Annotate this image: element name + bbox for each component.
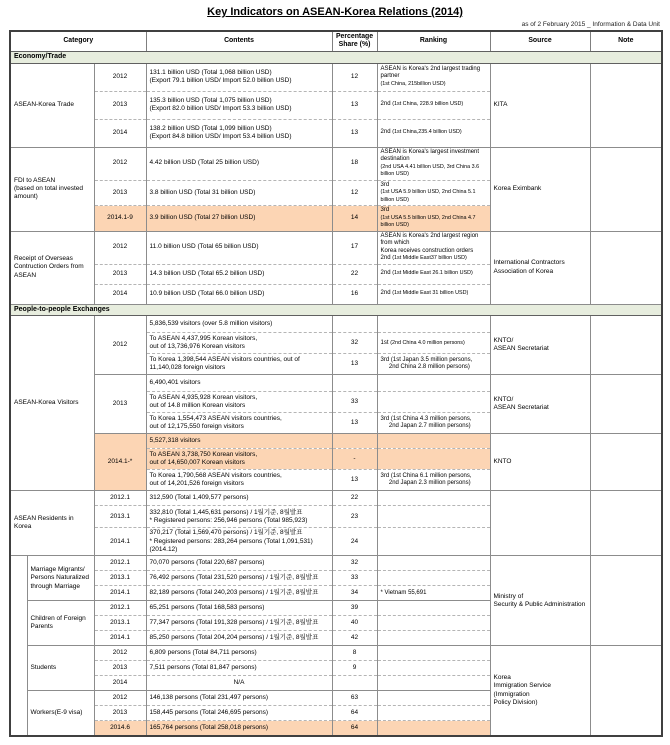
cell-content: 370,217 (Total 1,569,470 persons) / 1월기준, 8월발표 * Registered persons: 283,264 persons (Total 1,091,531) (2014.12) — [146, 528, 332, 556]
cell-note — [590, 556, 662, 646]
cell-note — [590, 147, 662, 231]
cell-rank: 3rd (1st USA 5.5 billion USD, 2nd China 4.7 billion USD) — [377, 206, 490, 232]
cell-rank — [377, 721, 490, 736]
table-row — [10, 63, 662, 91]
cell-rank: 1st (2nd China 4.0 million persons) — [377, 333, 490, 354]
cell-content: 11.0 billion USD (Total 65 billion USD) — [146, 231, 332, 264]
cell-rank — [377, 631, 490, 646]
cell-content: 10.9 billion USD (Total 66.0 billion USD) — [146, 284, 332, 304]
cell-pct: 63 — [332, 691, 377, 706]
cell-content: 6,490,401 visitors — [146, 375, 332, 392]
cell-year: 2012.1 — [94, 491, 146, 506]
cell-year: 2012.1 — [94, 556, 146, 571]
cell-rank: ASEAN is Korea's largest investment destination (2nd USA 4.41 billion USD, 3rd China 3.6 billion USD) — [377, 147, 490, 180]
cell-year: 2013.1 — [94, 506, 146, 528]
column-header-ranking: Ranking — [377, 31, 490, 51]
cell-cat: ASEAN Residents in Korea — [10, 491, 94, 556]
cell-sub: Workers(E-9 visa) — [27, 691, 94, 736]
table-row — [10, 491, 662, 506]
cell-content: N/A — [146, 676, 332, 691]
cell-pct: 8 — [332, 646, 377, 661]
cell-sub: Marriage Migrants/ Persons Naturalized through Marriage — [27, 556, 94, 601]
cell-note — [590, 375, 662, 434]
cell-content: 131.1 billion USD (Total 1,068 billion USD) (Export 79.1 billion USD/ Import 52.0 billion USD) — [146, 63, 332, 91]
cell-content: 138.2 billion USD (Total 1,099 billion USD) (Export 84.8 billion USD/ Import 53.4 billion USD) — [146, 119, 332, 147]
cell-rank — [377, 449, 490, 470]
cell-rank: 2nd (1st China, 228.9 billion USD) — [377, 91, 490, 119]
cell-year: 2014.1 — [94, 528, 146, 556]
cell-rank — [377, 506, 490, 528]
cell-rank: 3rd (1st USA 5.9 billion USD, 2nd China 5.1 billion USD) — [377, 180, 490, 206]
cell-year: 2013 — [94, 180, 146, 206]
cell-pct: 9 — [332, 661, 377, 676]
cell-content: To ASEAN 4,437,995 Korean visitors, out of 13,736,976 Korean visitors — [146, 333, 332, 354]
cell-rank: 3rd (1st China 6.1 million persons, 2nd Japan 2.3 million persons) — [377, 470, 490, 491]
cell-year: 2012 — [94, 646, 146, 661]
cell-pct: 16 — [332, 284, 377, 304]
cell-content: 135.3 billion USD (Total 1,075 billion USD) (Export 82.0 billion USD/ Import 53.3 billion USD) — [146, 91, 332, 119]
cell-pct: 14 — [332, 206, 377, 232]
cell-year: 2013 — [94, 375, 146, 434]
cell-note — [590, 231, 662, 304]
cell-content: To ASEAN 3,738,750 Korean visitors, out of 14,650,007 Korean visitors — [146, 449, 332, 470]
cell-content: 14.3 billion USD (Total 65.2 billion USD) — [146, 264, 332, 284]
cell-pct: 24 — [332, 528, 377, 556]
cell-pct: 22 — [332, 491, 377, 506]
section-header: Economy/Trade — [10, 51, 662, 63]
cell-pct — [332, 375, 377, 392]
cell-content: 77,347 persons (Total 191,328 persons) / 1월기준, 8월발표 — [146, 616, 332, 631]
cell-rank: 2nd (1st Middle East 31 billion USD) — [377, 284, 490, 304]
cell-year: 2012 — [94, 691, 146, 706]
cell-pct: 32 — [332, 333, 377, 354]
table-row — [10, 375, 662, 392]
section-row — [10, 304, 662, 316]
cell-pct: 32 — [332, 556, 377, 571]
cell-rank — [377, 616, 490, 631]
cell-content: 82,189 persons (Total 240,203 persons) / 1월기준, 8월발표 — [146, 586, 332, 601]
table-row — [10, 231, 662, 264]
cell-pct: 33 — [332, 571, 377, 586]
cell-content: To Korea 1,398,544 ASEAN visitors countries, out of 11,140,028 foreign visitors — [146, 354, 332, 375]
cell-note — [590, 316, 662, 375]
cell-rank — [377, 691, 490, 706]
indicators-table — [9, 30, 663, 737]
as-of-note: as of 2 February 2015 _ Information & Data Unit — [521, 21, 660, 28]
cell-src — [490, 491, 590, 556]
column-header-category: Category — [10, 31, 146, 51]
cell-content: To Korea 1,790,568 ASEAN visitors countries, out of 14,201,526 foreign visitors — [146, 470, 332, 491]
cell-year: 2014 — [94, 284, 146, 304]
section-row — [10, 51, 662, 63]
cell-rank: ASEAN is Korea's 2nd largest trading partner (1st China, 215billion USD) — [377, 63, 490, 91]
column-header-contents: Contents — [146, 31, 332, 51]
cell-year: 2013.1 — [94, 616, 146, 631]
cell-pct: 39 — [332, 601, 377, 616]
cell-content: To ASEAN 4,935,928 Korean visitors, out of 14.8 million Korean visitors — [146, 392, 332, 413]
cell-sub: Children of Foreign Parents — [27, 601, 94, 646]
cell-rank: 2nd (1st China,235.4 billion USD) — [377, 119, 490, 147]
cell-rank: ASEAN is Korea's 2nd largest region from which Korea receives construction orders 2nd (1st Middle East37 billion USD) — [377, 231, 490, 264]
cell-rank — [377, 392, 490, 413]
cell-src: Ministry of Security & Public Administration — [490, 556, 590, 646]
cell-rank — [377, 676, 490, 691]
cell-year: 2014.6 — [94, 721, 146, 736]
page-title: Key Indicators on ASEAN-Korea Relations (2014) — [207, 6, 463, 18]
cell-year: 2014 — [94, 119, 146, 147]
cell-pct: 34 — [332, 586, 377, 601]
cell-rank — [377, 491, 490, 506]
cell-year: 2013 — [94, 91, 146, 119]
cell-content: 165,764 persons (Total 258,018 persons) — [146, 721, 332, 736]
cell-pct: 64 — [332, 721, 377, 736]
cell-year: 2012 — [94, 147, 146, 180]
cell-content: 332,810 (Total 1,445,631 persons) / 1월기준, 8월발표 * Registered persons: 256,946 persons (Total 985,923) — [146, 506, 332, 528]
cell-year: 2014.1 — [94, 631, 146, 646]
cell-cat: FDI to ASEAN (based on total invested amount) — [10, 147, 94, 231]
cell-note — [590, 491, 662, 556]
cell-content: 76,492 persons (Total 231,520 persons) / 1월기준, 8월발표 — [146, 571, 332, 586]
table-row — [10, 316, 662, 333]
cell-pct — [332, 316, 377, 333]
cell-rank: 3rd (1st Japan 3.5 million persons, 2nd China 2.8 million persons) — [377, 354, 490, 375]
cell-pct: 23 — [332, 506, 377, 528]
cell-rank — [377, 706, 490, 721]
cell-content: 6,809 persons (Total 84,711 persons) — [146, 646, 332, 661]
cell-content: 158,445 persons (Total 246,695 persons) — [146, 706, 332, 721]
cell-year: 2014 — [94, 676, 146, 691]
column-header-percentage-share: Percentage Share (%) — [332, 31, 377, 51]
cell-content: 7,511 persons (Total 81,847 persons) — [146, 661, 332, 676]
cell-note — [590, 434, 662, 491]
cell-content: 5,836,539 visitors (over 5.8 million visitors) — [146, 316, 332, 333]
cell-pct: 12 — [332, 63, 377, 91]
column-header-source: Source — [490, 31, 590, 51]
cell-rank: * Vietnam 55,691 — [377, 586, 490, 601]
cell-year: 2013 — [94, 706, 146, 721]
cell-pct: 13 — [332, 470, 377, 491]
cell-content: 3.8 billion USD (Total 31 billion USD) — [146, 180, 332, 206]
cell-pct: 13 — [332, 119, 377, 147]
cell-pct: 13 — [332, 354, 377, 375]
table-row — [10, 434, 662, 449]
cell-pct: 42 — [332, 631, 377, 646]
cell-pct: 22 — [332, 264, 377, 284]
cell-sub: Students — [27, 646, 94, 691]
cell-pct: 17 — [332, 231, 377, 264]
header-row — [10, 31, 662, 51]
table-body — [10, 51, 662, 736]
cell-content: 85,250 persons (Total 204,204 persons) / 1월기준, 8월발표 — [146, 631, 332, 646]
cell-content: To Korea 1,554,473 ASEAN visitors countries, out of 12,175,550 foreign visitors — [146, 413, 332, 434]
cell-src: KITA — [490, 63, 590, 147]
cell-pct — [332, 434, 377, 449]
cell-src: Korea Eximbank — [490, 147, 590, 231]
cell-pct: - — [332, 449, 377, 470]
cell-rank — [377, 661, 490, 676]
cell-year: 2012 — [94, 63, 146, 91]
column-header-note: Note — [590, 31, 662, 51]
cell-year: 2013.1 — [94, 571, 146, 586]
cell-pct: 33 — [332, 392, 377, 413]
cell-rank — [377, 434, 490, 449]
cell-pct: 12 — [332, 180, 377, 206]
cell-cat: ASEAN-Korea Trade — [10, 63, 94, 147]
cell-pct: 13 — [332, 91, 377, 119]
cell-content: 5,527,318 visitors — [146, 434, 332, 449]
cell-year: 2012.1 — [94, 601, 146, 616]
section-header: People-to-people Exchanges — [10, 304, 662, 316]
cell-src: KNTO/ ASEAN Secretariat — [490, 375, 590, 434]
cell-rank: 3rd (1st China 4.3 million persons, 2nd Japan 2.7 million persons) — [377, 413, 490, 434]
cell-cat: Receipt of Overseas Contruction Orders from ASEAN — [10, 231, 94, 304]
cell-note — [590, 646, 662, 736]
cell-src: Korea Immigration Service (Immigration Policy Division) — [490, 646, 590, 736]
cell-pct — [332, 676, 377, 691]
cell-pct: 18 — [332, 147, 377, 180]
cell-rank — [377, 601, 490, 616]
cell-note — [590, 63, 662, 147]
cell-year: 2012 — [94, 231, 146, 264]
cell-rank — [377, 571, 490, 586]
cell-rank — [377, 556, 490, 571]
cell-content: 146,138 persons (Total 231,497 persons) — [146, 691, 332, 706]
cell-year: 2012 — [94, 316, 146, 375]
table-row — [10, 646, 662, 661]
cell-content: 3.9 billion USD (Total 27 billion USD) — [146, 206, 332, 232]
cell-year: 2014.1 — [94, 586, 146, 601]
cell-rank — [377, 528, 490, 556]
cell-src: International Contractors Association of Korea — [490, 231, 590, 304]
cell-pct: 13 — [332, 413, 377, 434]
cell-content: 70,070 persons (Total 220,687 persons) — [146, 556, 332, 571]
cell-pct: 40 — [332, 616, 377, 631]
cell-rank — [377, 316, 490, 333]
cell-year: 2014.1-9 — [94, 206, 146, 232]
cell-year: 2013 — [94, 264, 146, 284]
table-row — [10, 556, 662, 571]
cell-year: 2014.1-* — [94, 434, 146, 491]
cell-content: 65,251 persons (Total 168,583 persons) — [146, 601, 332, 616]
cell-content: 312,590 (Total 1,409,577 persons) — [146, 491, 332, 506]
cell-cat: ASEAN-Korea Visitors — [10, 316, 94, 491]
cell-src: KNTO/ ASEAN Secretariat — [490, 316, 590, 375]
cell-rank — [377, 646, 490, 661]
cell-src: KNTO — [490, 434, 590, 491]
table-row — [10, 147, 662, 180]
cell-rank: 2nd (1st Middle East 26.1 billion USD) — [377, 264, 490, 284]
cell-rank — [377, 375, 490, 392]
cell-year: 2013 — [94, 661, 146, 676]
cell-content: 4.42 billion USD (Total 25 billion USD) — [146, 147, 332, 180]
cell-pct: 64 — [332, 706, 377, 721]
